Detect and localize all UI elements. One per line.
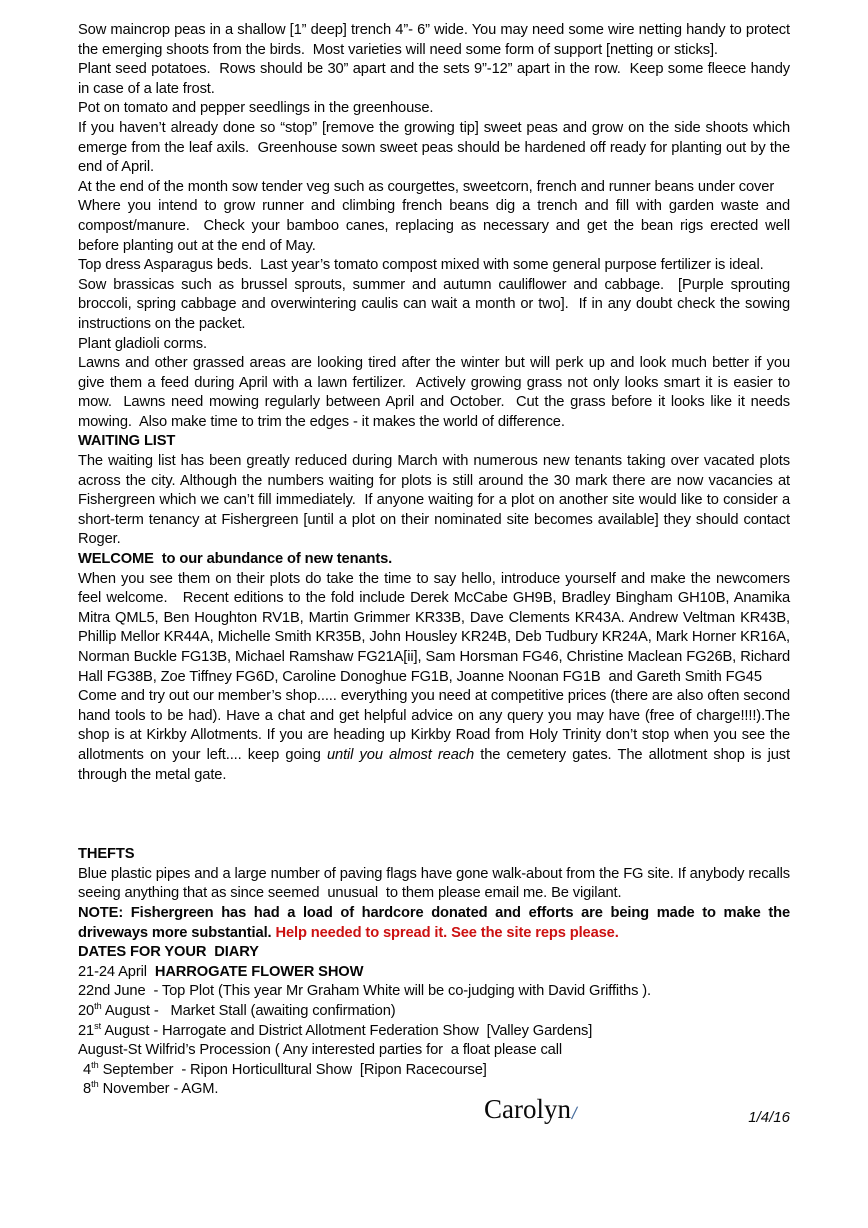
blank-gap — [78, 785, 790, 845]
diary-event-top-plot: 22nd June - Top Plot (This year Mr Graham White will be co-judging with David Griffiths ). — [78, 983, 651, 1000]
heading-thefts: THEFTS — [78, 846, 135, 863]
diary-event-federation-show — [78, 1022, 790, 1042]
para-thefts: Blue plastic pipes and a large number of paving flags have gone walk-about from the FG site. If anybody recalls seeing anything that as since seemed unusual to them please email me. Be vigilant. — [78, 865, 794, 902]
para-members-shop — [78, 687, 794, 785]
event-ordinal: th — [91, 1079, 99, 1090]
issue-date: 1/4/16 — [748, 1108, 790, 1126]
signature-name: Carolyn — [484, 1093, 571, 1124]
note-text-red: Help needed to spread it. See the site reps please. — [275, 924, 619, 941]
event-text: November - AGM. — [98, 1081, 219, 1098]
signature-row — [78, 1093, 790, 1146]
event-day: 4 — [83, 1061, 92, 1078]
shop-text-italic: until you almost reach — [326, 746, 475, 763]
diary-event-st-wilfrids: August-St Wilfrid’s Procession ( Any interested parties for a float please call — [78, 1042, 563, 1059]
shop-text: Come and try out our member’s shop..... everything you need at competitive prices (there are also often second hand tools to be had). Have a chat and get helpful advice on any query you may have (free of charge!!!!).The shop is at Kirkby Allotments. If you are heading up Kirkby Road from Holy Trinity don’t stop when you see the allotments on your left.... keep going — [78, 688, 794, 763]
para-tomato-pepper: Pot on tomato and pepper seedlings in the greenhouse. — [78, 100, 434, 117]
para-gladioli: Plant gladioli corms. — [78, 335, 207, 352]
heading-dates-diary: DATES FOR YOUR DIARY — [78, 944, 259, 961]
event-ordinal: st — [94, 1020, 102, 1031]
diary-event-harrogate-flower-show — [78, 963, 790, 983]
shop-text-end: the cemetery gates. The allotment shop is just through the metal gate. — [78, 746, 794, 783]
diary-event-market-stall — [78, 1002, 790, 1022]
event-date: 21-24 April — [78, 963, 155, 980]
event-ordinal: th — [94, 1001, 102, 1012]
event-title-bold: HARROGATE FLOWER SHOW — [154, 963, 364, 980]
event-day: 20 — [78, 1002, 95, 1019]
signature-pen-mark: / — [570, 1103, 579, 1123]
heading-waiting-list: WAITING LIST — [78, 433, 176, 450]
para-note-hardcore — [78, 904, 794, 943]
para-sweet-peas: If you haven’t already done so “stop” [remove the growing tip] sweet peas and grow on the side shoots which emerge from the leaf axils. Greenhouse sown sweet peas should be hardened off ready for planting out by the end of April. — [78, 119, 794, 176]
para-new-tenants: When you see them on their plots do take the time to say hello, introduce yourself and make the newcomers feel welcome. Recent editions to the fold include Derek McCabe GH9B, Bradley Bingham GH10B, Anamika Mitra QML5, Ben Houghton RV1B, Martin Grimmer KR33B, Dave Clements KR43A. Andrew Veltman KR43B, Phillip Mellor KR44A, Michelle Smith KR35B, John Housley KR24B, Deb Tudbury KR24A, Mark Horner KR16A, Norman Buckle FG13B, Michael Ramshaw FG21A[ii], Sam Horsman FG46, Christine Maclean FG26B, Richard Hall FG38B, Zoe Tiffney FG6D, Caroline Donoghue FG1B, Joanne Noonan FG1B and Gareth Smith FG45 — [78, 570, 794, 685]
para-maincrop-peas: Sow maincrop peas in a shallow [1” deep] trench 4”- 6” wide. You may need some wire netting handy to protect the emerging shoots from the birds. Most varieties will need some form of support [netting or sticks]. — [78, 22, 794, 58]
event-text: August - Harrogate and District Allotment Federation Show [Valley Gardens] — [101, 1022, 593, 1039]
para-waiting-list: The waiting list has been greatly reduced during March with numerous new tenants taking over vacated plots across the city. Although the numbers waiting for plots is still around the 30 mark there are now vacancies at Fishergreen which we can’t fill immediately. If anyone waiting for a plot on another site would like to consider a short-term tenancy at Fishergreen [until a plot on their nominated site becomes available] they should contact Roger. — [78, 453, 794, 548]
para-seed-potatoes: Plant seed potatoes. Rows should be 30” apart and the sets 9”-12” apart in the row. Keep some fleece handy in case of a late frost. — [78, 61, 794, 97]
para-asparagus: Top dress Asparagus beds. Last year’s tomato compost mixed with some general purpose fertilizer is ideal. — [78, 257, 764, 274]
heading-welcome: WELCOME to our abundance of new tenants. — [78, 551, 393, 568]
para-lawns: Lawns and other grassed areas are looking tired after the winter but will perk up and look much better if you give them a feed during April with a lawn fertilizer. Actively growing grass not only looks smart it is easier to mow. Lawns need mowing regularly between April and October. Cut the grass before it looks like it needs mowing. Also make time to trim the edges - it makes the world of difference. — [78, 355, 794, 430]
event-text: August - Market Stall (awaiting confirmation) — [101, 1002, 396, 1019]
event-day: 8 — [83, 1081, 92, 1098]
diary-event-ripon-show — [78, 1061, 790, 1081]
para-brassicas: Sow brassicas such as brussel sprouts, summer and autumn cauliflower and cabbage. [Purple sprouting broccoli, spring cabbage and overwintering caulis can wait a month or two]. If in any doubt check the sowing instructions on the packet. — [78, 276, 794, 332]
diary-event-agm — [78, 1080, 790, 1100]
note-text-bold: NOTE: Fishergreen has had a load of hardcore donated and efforts are being made to make the driveways more substantial. — [78, 904, 794, 941]
event-text: September - Ripon Horticulltural Show [Ripon Racecourse] — [98, 1061, 487, 1078]
event-ordinal: th — [91, 1059, 99, 1070]
para-beans-trench: Where you intend to grow runner and climbing french beans dig a trench and fill with garden waste and compost/manure. Check your bamboo canes, replacing as necessary and get the bean rigs erected well before planting out at the end of May. — [78, 198, 794, 254]
event-day: 21 — [78, 1022, 95, 1039]
para-tender-veg: At the end of the month sow tender veg such as courgettes, sweetcorn, french and runner beans under cover — [78, 178, 775, 195]
